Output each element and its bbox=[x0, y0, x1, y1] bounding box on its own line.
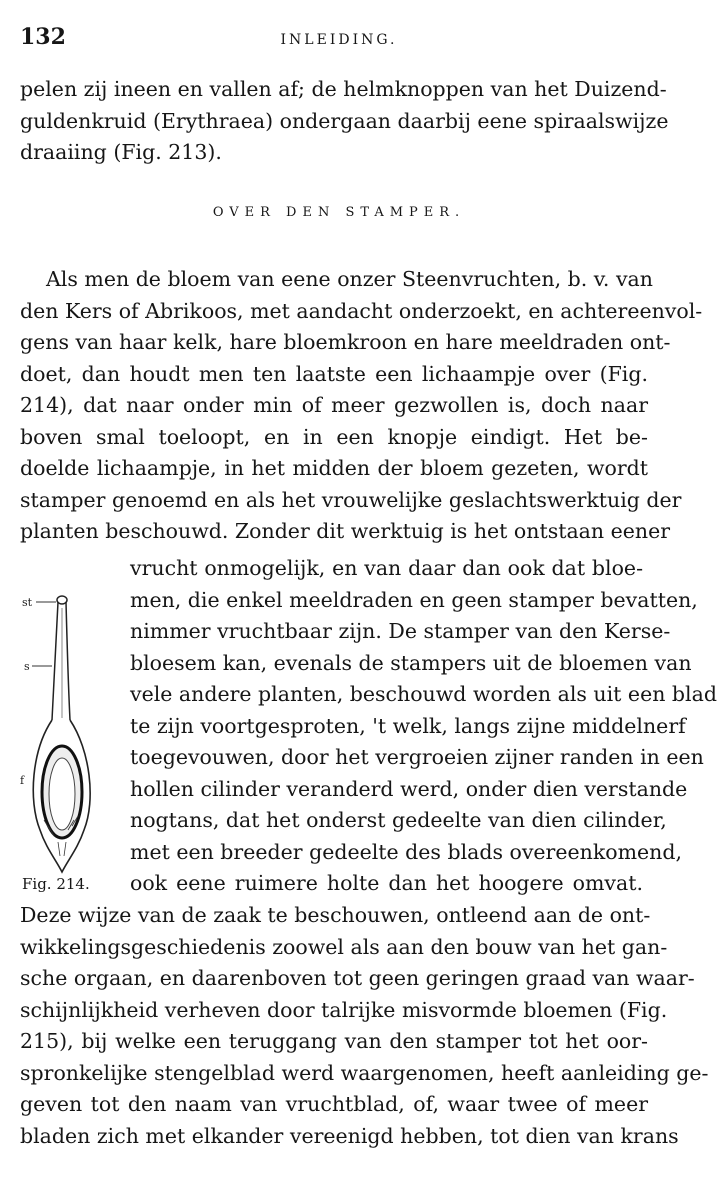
label-style: s bbox=[24, 660, 30, 673]
ovule-shape bbox=[49, 758, 75, 830]
paragraph-3 bbox=[20, 900, 709, 1152]
label-stigma: st bbox=[22, 596, 33, 609]
label-ovary: f bbox=[20, 774, 25, 787]
text-line: den Kers of Abrikoos, met aandacht onderzoekt, en achtereenvol- bbox=[20, 298, 703, 323]
text-line: ook eene ruimere holte dan het hoogere omvat. bbox=[130, 871, 643, 895]
paragraph-1 bbox=[20, 74, 669, 169]
paragraph-2 bbox=[20, 264, 703, 548]
text-line: wikkelingsgeschiedenis zoowel als aan den bouw van het gan- bbox=[20, 934, 668, 959]
text-line: men, die enkel meeldraden en geen stamper bevatten, bbox=[130, 587, 698, 612]
text-line: Als men de bloem van eene onzer Steenvruchten, b. v. van bbox=[46, 267, 653, 291]
text-line: nogtans, dat het onderst gedeelte van dien cilinder, bbox=[130, 808, 667, 832]
text-line: vele andere planten, beschouwd worden als uit een blad bbox=[130, 682, 717, 706]
text-line: bladen zich met elkander vereenigd hebben, tot dien van krans bbox=[20, 1123, 679, 1148]
running-head: INLEIDING. bbox=[280, 32, 398, 48]
text-line: te zijn voortgesproten, 't welk, langs zijne middelnerf bbox=[130, 713, 686, 738]
text-line: spronkelijke stengelblad werd waargenomen, heeft aanleiding ge- bbox=[20, 1060, 709, 1085]
style-shape bbox=[52, 602, 70, 720]
text-line: stamper genoemd en als het vrouwelijke geslachtswerktuig der bbox=[20, 487, 682, 512]
text-line: 214), dat naar onder min of meer gezwollen is, doch naar bbox=[20, 393, 648, 417]
text-line: guldenkruid (Erythraea) ondergaan daarbij eene spiraalswijze bbox=[20, 108, 669, 133]
text-line: doet, dan houdt men ten laatste een lichaampje over (Fig. bbox=[20, 361, 648, 386]
text-line: 215), bij welke een teruggang van den stamper tot het oor- bbox=[20, 1029, 648, 1053]
text-line: vrucht onmogelijk, en van daar dan ook dat bloe- bbox=[130, 556, 643, 580]
text-line: bloesem kan, evenals de stampers uit de bloemen van bbox=[130, 650, 692, 675]
text-line: draaiing (Fig. 213). bbox=[20, 140, 222, 164]
text-line: Deze wijze van de zaak te beschouwen, ontleend aan de ont- bbox=[20, 903, 651, 927]
pistil-illustration bbox=[18, 580, 118, 880]
text-line: boven smal toeloopt, en in een knopje eindigt. Het be- bbox=[20, 424, 648, 449]
text-line: planten beschouwd. Zonder dit werktuig is het ontstaan eener bbox=[20, 519, 671, 543]
text-line: schijnlijkheid verheven door talrijke misvormde bloemen (Fig. bbox=[20, 997, 668, 1022]
text-line: hollen cilinder veranderd werd, onder dien verstande bbox=[130, 776, 688, 801]
text-line: gens van haar kelk, hare bloemkroon en hare meeldraden ont- bbox=[20, 330, 671, 354]
text-line: toegevouwen, door het vergroeien zijner randen in een bbox=[130, 745, 704, 769]
figure-caption: Fig. 214. bbox=[22, 875, 90, 893]
text-line: geven tot den naam van vruchtblad, of, waar twee of meer bbox=[20, 1092, 648, 1116]
text-line: met een breeder gedeelte des blads overeenkomend, bbox=[130, 839, 682, 864]
text-line: pelen zij ineen en vallen af; de helmknoppen van het Duizend- bbox=[20, 77, 667, 101]
page-header bbox=[20, 24, 658, 54]
section-heading: OVER DEN STAMPER. bbox=[212, 205, 466, 220]
text-line: nimmer vruchtbaar zijn. De stamper van den Kerse- bbox=[130, 619, 671, 643]
text-line: doelde lichaampje, in het midden der bloem gezeten, wordt bbox=[20, 456, 648, 480]
page-number: 132 bbox=[20, 24, 66, 50]
pistil-figure bbox=[18, 580, 118, 900]
text-line: sche orgaan, en daarenboven tot geen geringen graad van waar- bbox=[20, 966, 695, 990]
paragraph-2-wrapped bbox=[130, 553, 717, 900]
